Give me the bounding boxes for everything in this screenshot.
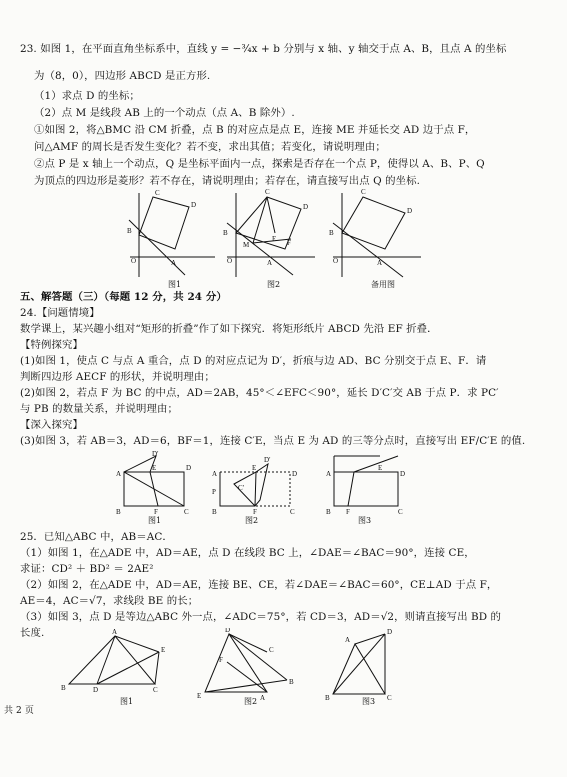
q23-line-4: （2）点 M 是线段 AB 上的一个动点（点 A、B 除外）.	[34, 107, 295, 119]
page-footer: 共 2 页	[4, 706, 34, 716]
svg-text:B: B	[61, 684, 66, 692]
q24-line-1: 24.【问题情境】	[20, 307, 100, 319]
q25-fig2-caption: 图2	[244, 697, 258, 706]
svg-text:B: B	[289, 678, 294, 686]
svg-text:E: E	[152, 464, 157, 472]
svg-text:B: B	[326, 508, 331, 516]
q23-line-2: 为（8，0），四边形 ABCD 是正方形.	[34, 70, 211, 82]
svg-text:E: E	[272, 235, 277, 243]
svg-text:D: D	[186, 464, 192, 472]
svg-text:D′: D′	[264, 456, 271, 464]
svg-text:C: C	[155, 189, 160, 197]
svg-text:A: A	[345, 636, 351, 644]
q24-line-2: 数学课上，某兴趣小组对“矩形的折叠”作了如下探究．将矩形纸片 ABCD 先沿 EF 折叠．	[20, 323, 438, 335]
q24-figures	[110, 450, 410, 520]
svg-text:C: C	[265, 188, 270, 196]
q25-line-5: AE＝4，AC＝√7，求线段 BE 的长；	[20, 595, 199, 607]
q23-line-3: （1）求点 D 的坐标；	[34, 90, 140, 102]
section-heading: 五、解答题（三）（每题 12 分，共 24 分）	[20, 291, 227, 303]
svg-text:B: B	[223, 229, 228, 237]
svg-text:D: D	[407, 207, 413, 215]
svg-text:A: A	[212, 470, 218, 478]
svg-text:A: A	[267, 259, 273, 267]
svg-text:C: C	[153, 686, 158, 694]
svg-text:C′: C′	[238, 484, 245, 492]
svg-text:F: F	[219, 656, 223, 664]
svg-text:D: D	[400, 470, 406, 478]
q24-line-3: 【特例探究】	[20, 339, 83, 351]
svg-text:B: B	[329, 229, 334, 237]
svg-text:E: E	[197, 692, 202, 700]
svg-text:B: B	[116, 508, 121, 516]
svg-text:D: D	[292, 470, 298, 478]
q23-figures	[115, 185, 445, 290]
q25-line-1: 25．已知△ABC 中，AB＝AC．	[20, 531, 173, 543]
svg-text:B: B	[325, 694, 330, 702]
svg-text:F: F	[287, 239, 291, 247]
q25-line-3: 求证：CD² ＋ BD² ＝ 2AE²	[20, 563, 154, 575]
svg-text:O: O	[333, 257, 339, 265]
svg-text:B: B	[127, 227, 132, 235]
q24-line-7: 与 PB 的数量关系，并说明理由；	[20, 403, 179, 415]
q24-fig1-caption: 图1	[148, 516, 162, 525]
svg-text:F: F	[253, 508, 257, 516]
svg-text:A: A	[260, 694, 266, 702]
svg-text:E: E	[252, 464, 257, 472]
svg-text:F: F	[346, 508, 350, 516]
q24-fig2-caption: 图2	[245, 516, 259, 525]
svg-text:O: O	[227, 257, 233, 265]
q24-fig3-caption: 图3	[358, 516, 372, 525]
svg-text:A: A	[112, 628, 118, 636]
q24-line-9: (3)如图 3，若 AB＝3，AD＝6，BF＝1，连接 C′E，当点 E 为 AD 的三等分点时，直接写出 EF/C′E 的值.	[20, 435, 526, 447]
svg-text:D: D	[387, 628, 393, 636]
svg-text:M: M	[243, 241, 250, 249]
q25-fig3-caption: 图3	[362, 697, 376, 706]
q23-line-7: ②点 P 是 x 轴上一个动点，Q 是坐标平面内一点，探索是否存在一个点 P，使得以 A、B、P、Q	[34, 158, 485, 170]
svg-text:D: D	[225, 628, 231, 634]
q23-fig2-caption: 图2	[267, 280, 281, 289]
svg-text:C: C	[398, 508, 403, 516]
svg-text:D: D	[303, 203, 309, 211]
q24-line-4: (1)如图 1，使点 C 与点 A 重合，点 D 的对应点记为 D′，折痕与边 AD、BC 分别交于点 E、F．请	[20, 355, 487, 367]
svg-text:C: C	[184, 508, 189, 516]
svg-text:A: A	[171, 259, 177, 267]
svg-text:D: D	[191, 201, 197, 209]
svg-text:A: A	[116, 470, 122, 478]
q23-fig1-caption: 图1	[168, 280, 182, 289]
svg-text:C: C	[269, 646, 274, 654]
q23-spare-caption: 备用图	[371, 280, 395, 289]
q24-line-8: 【深入探究】	[20, 419, 83, 431]
svg-text:P: P	[212, 488, 216, 496]
q23-line-5: ①如图 2，将△BMC 沿 CM 折叠，点 B 的对应点是点 E，连接 ME 并延长交 AD 边于点 F，	[34, 124, 476, 136]
svg-text:E: E	[378, 464, 383, 472]
q25-line-4: （2）如图 2，在△ADE 中，AD＝AE，连接 BE、CE，若∠DAE＝∠BAC＝60°，CE⊥AD 于点 F，	[20, 579, 498, 591]
svg-text:O: O	[131, 257, 137, 265]
q24-line-6: (2)如图 2，若点 F 为 BC 的中点，AD＝2AB，45°＜∠EFC＜90°，延长 D′C′交 AB 于点 P．求 PC′	[20, 387, 499, 399]
q23-line-8: 为顶点的四边形是菱形？若不存在，请说明理由；若存在，请直接写出点 Q 的坐标.	[34, 175, 420, 187]
q23-line-6: 问△AMF 的周长是否发生变化？若不变，求出其值；若变化，请说明理由；	[34, 141, 386, 153]
q25-line-6: （3）如图 3，点 D 是等边△ABC 外一点，∠ADC＝75°，若 CD＝3，AD＝√2，则请直接写出 BD 的	[20, 611, 502, 623]
svg-text:A: A	[326, 470, 332, 478]
svg-text:D: D	[93, 686, 99, 694]
q25-line-7: 长度.	[20, 627, 45, 639]
svg-text:C: C	[290, 508, 295, 516]
q25-line-2: （1）如图 1，在△ADE 中，AD＝AE，点 D 在线段 BC 上，∠DAE＝∠BAC＝90°，连接 CE，	[20, 547, 475, 559]
q25-figures	[55, 628, 415, 708]
svg-text:C: C	[387, 694, 392, 702]
q24-line-5: 判断四边形 AECF 的形状，并说明理由；	[20, 371, 215, 383]
svg-text:A: A	[377, 259, 383, 267]
svg-text:F: F	[154, 508, 158, 516]
svg-text:B: B	[212, 508, 217, 516]
q25-fig1-caption: 图1	[120, 697, 134, 706]
svg-text:E: E	[161, 646, 166, 654]
q23-line-1: 23. 如图 1，在平面直角坐标系中，直线 y = −¾x + b 分别与 x 轴、y 轴交于点 A、B，且点 A 的坐标	[20, 43, 507, 55]
svg-text:D′: D′	[152, 450, 159, 458]
svg-text:C: C	[361, 188, 366, 196]
